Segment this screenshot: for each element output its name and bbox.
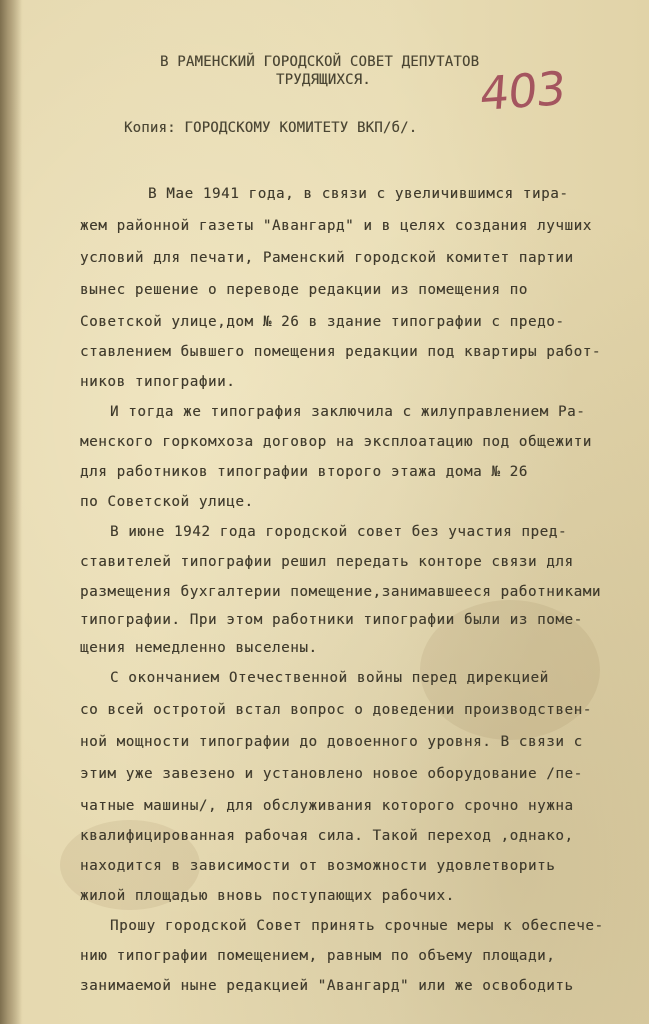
- text-line: для работников типографии второго этажа дома № 26: [80, 464, 528, 480]
- text-line: ной мощности типографии до довоенного уровня. В связи с: [80, 734, 583, 750]
- page-binding-edge: [0, 0, 22, 1024]
- text-line: ставителей типографии решил передать конторе связи для: [80, 554, 574, 570]
- text-line: жем районной газеты "Авангард" и в целях создания лучших: [80, 218, 592, 234]
- text-line: размещения бухгалтерии помещение,занимавшееся работниками: [80, 584, 602, 600]
- text-line: Прошу городской Совет принять срочные меры к обеспече-: [110, 918, 604, 934]
- text-line: В июне 1942 года городской совет без участия пред-: [110, 524, 568, 540]
- text-line: Советской улице,дом № 26 в здание типографии с предо-: [80, 314, 565, 330]
- text-line: щения немедленно выселены.: [80, 640, 318, 656]
- text-line: С окончанием Отечественной войны перед дирекцией: [110, 670, 549, 686]
- text-line: вынес решение о переводе редакции из помещения по: [80, 282, 528, 298]
- text-line: жилой площадью вновь поступающих рабочих.: [80, 888, 455, 904]
- text-line: менского горкомхоза договор на эксплоатацию под общежити: [80, 434, 592, 450]
- text-line: по Советской улице.: [80, 494, 254, 510]
- handwritten-archive-number: 403: [478, 60, 567, 122]
- text-line: условий для печати, Раменский городской комитет партии: [80, 250, 574, 266]
- text-line: этим уже завезено и установлено новое оборудование /пе-: [80, 766, 583, 782]
- heading-addressee: В РАМЕНСКИЙ ГОРОДСКОЙ СОВЕТ ДЕПУТАТОВ: [160, 54, 480, 70]
- text-line: со всей остротой встал вопрос о доведении производствен-: [80, 702, 592, 718]
- copy-recipient: Копия: ГОРОДСКОМУ КОМИТЕТУ ВКП/б/.: [124, 120, 418, 136]
- text-line: ставлением бывшего помещения редакции под квартиры работ-: [80, 344, 602, 360]
- text-line: квалифицированная рабочая сила. Такой переход ,однако,: [80, 828, 574, 844]
- text-line: чатные машины/, для обслуживания которого срочно нужна: [80, 798, 574, 814]
- text-line: типографии. При этом работники типографии были из поме-: [80, 612, 583, 628]
- heading-addressee-cont: ТРУДЯЩИХСЯ.: [276, 72, 371, 88]
- text-line: ников типографии.: [80, 374, 236, 390]
- text-line: нию типографии помещением, равным по объему площади,: [80, 948, 556, 964]
- text-line: занимаемой ныне редакцией "Авангард" или же освободить: [80, 978, 574, 994]
- text-line: находится в зависимости от возможности удовлетворить: [80, 858, 556, 874]
- text-line: И тогда же типография заключила с жилуправлением Ра-: [110, 404, 586, 420]
- text-line: В Мае 1941 года, в связи с увеличившимся тира-: [148, 186, 569, 202]
